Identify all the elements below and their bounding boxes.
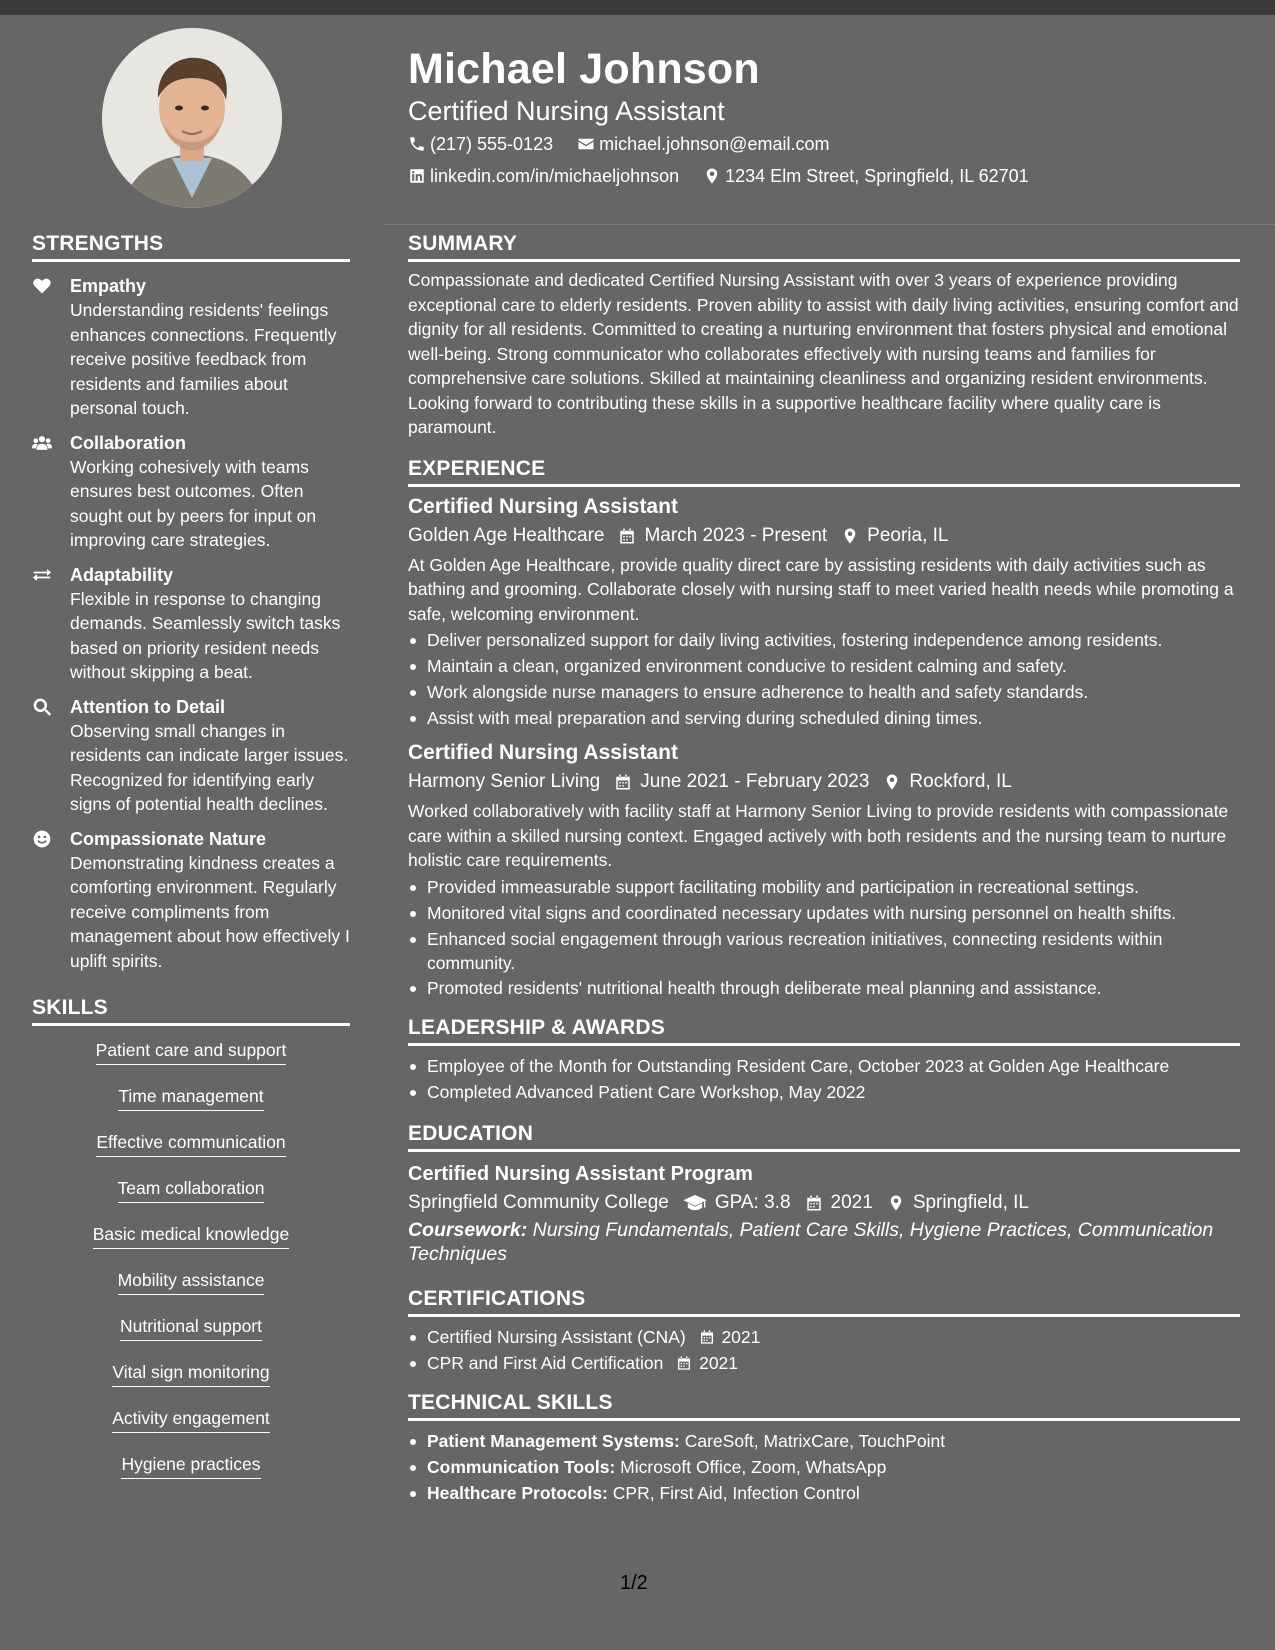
graduation-cap-icon [683, 1194, 707, 1212]
search-icon [32, 695, 70, 817]
calendar-icon [691, 1327, 717, 1347]
strength-title: Collaboration [70, 432, 186, 453]
map-marker-icon [841, 527, 859, 545]
job-entry [408, 739, 1240, 1001]
job-meta [408, 521, 1240, 551]
calendar-icon [618, 527, 636, 545]
certification-name: Certified Nursing Assistant (CNA) [427, 1326, 686, 1347]
skill-item: Hygiene practices [121, 1452, 260, 1479]
phone-contact[interactable] [408, 129, 553, 159]
linkedin-text: linkedin.com/in/michaeljohnson [430, 166, 680, 186]
summary-heading: SUMMARY [408, 231, 1240, 262]
education-gpa: GPA: 3.8 [714, 1191, 791, 1213]
strength-item [32, 274, 352, 421]
users-icon [32, 431, 70, 553]
strength-desc: Demonstrating kindness creates a comforting environment. Regularly receive compliments from management about how effectively I uplift spirits. [70, 852, 350, 971]
list-item: Assist with meal preparation and serving during scheduled dining times. [408, 706, 1240, 731]
map-marker-icon [883, 773, 901, 791]
strength-desc: Observing small changes in residents can indicate larger issues. Recognized for identifying early signs of potential health declines. [70, 720, 349, 814]
list-item [408, 1429, 1240, 1454]
strength-item [32, 695, 352, 817]
job-dates: June 2021 - February 2023 [640, 771, 870, 792]
skill-item: Time management [118, 1084, 263, 1111]
tech-value: Microsoft Office, Zoom, WhatsApp [620, 1456, 887, 1477]
phone-icon [408, 135, 426, 153]
map-marker-icon [703, 167, 721, 185]
coursework-text: Nursing Fundamentals, Patient Care Skills, Hygiene Practices, Communication Techniques [408, 1218, 1214, 1265]
list-item [408, 1455, 1240, 1480]
contact-row [408, 161, 1240, 191]
technical-skills-list [408, 1429, 1240, 1506]
address-text: 1234 Elm Street, Springfield, IL 62701 [725, 166, 1029, 186]
strength-desc: Working cohesively with teams ensures best outcomes. Often sought out by peers for input on improving care strategies. [70, 456, 317, 550]
experience-heading: EXPERIENCE [408, 456, 1240, 487]
skill-item: Mobility assistance [118, 1268, 265, 1295]
coursework-label: Coursework: [408, 1218, 528, 1241]
education-location: Springfield, IL [912, 1191, 1029, 1213]
skills-heading: SKILLS [32, 995, 350, 1026]
job-company: Golden Age Healthcare [408, 524, 605, 546]
job-location: Peoria, IL [867, 524, 949, 546]
tech-label: Healthcare Protocols: [427, 1482, 608, 1503]
skill-item: Effective communication [96, 1130, 285, 1157]
education-school: Springfield Community College [408, 1191, 669, 1213]
tech-value: CPR, First Aid, Infection Control [612, 1482, 860, 1503]
phone-text: (217) 555-0123 [430, 134, 554, 154]
education-heading: EDUCATION [408, 1121, 1240, 1152]
strength-item [32, 563, 352, 685]
certification-name: CPR and First Aid Certification [427, 1352, 664, 1373]
strength-title: Adaptability [70, 564, 174, 585]
email-text: michael.johnson@email.com [599, 134, 830, 154]
list-item [408, 1325, 1240, 1350]
strength-title: Empathy [70, 276, 147, 296]
job-bullets [408, 628, 1240, 731]
strength-title: Attention to Detail [70, 696, 225, 717]
list-item: Promoted residents' nutritional health through deliberate meal planning and assistance. [408, 976, 1240, 1001]
certification-year: 2021 [721, 1326, 761, 1347]
education-entry [408, 1160, 1240, 1266]
tech-label: Patient Management Systems: [427, 1430, 680, 1451]
skill-item: Activity engagement [112, 1406, 270, 1433]
calendar-icon [668, 1353, 694, 1373]
leadership-heading: LEADERSHIP & AWARDS [408, 1015, 1240, 1046]
exchange-icon [32, 563, 70, 685]
list-item: Monitored vital signs and coordinated necessary updates with nursing personnel on health shifts. [408, 901, 1240, 926]
list-item [408, 1351, 1240, 1376]
linkedin-icon [408, 167, 426, 185]
skill-item: Patient care and support [96, 1038, 287, 1065]
leadership-list [408, 1054, 1240, 1105]
tech-label: Communication Tools: [427, 1456, 616, 1477]
main-content [408, 15, 1240, 1503]
page-number: 1/2 [620, 1572, 648, 1594]
candidate-name: Michael Johnson [408, 45, 760, 93]
avatar [102, 28, 282, 208]
list-item: Deliver personalized support for daily living activities, fostering independence among residents. [408, 628, 1240, 653]
skill-item: Team collaboration [118, 1176, 265, 1203]
strengths-heading: STRENGTHS [32, 231, 350, 262]
calendar-icon [614, 773, 632, 791]
list-item: Completed Advanced Patient Care Workshop, May 2022 [408, 1080, 1240, 1105]
skill-item: Nutritional support [120, 1314, 262, 1341]
top-bar [0, 0, 1275, 15]
certifications-heading: CERTIFICATIONS [408, 1286, 1240, 1317]
strength-item [32, 827, 352, 974]
heart-icon [32, 274, 70, 421]
list-item: Enhanced social engagement through various recreation initiatives, connecting residents within community. [408, 927, 1240, 975]
strength-desc: Understanding residents' feelings enhances connections. Frequently receive positive feedback from residents and families about personal touch. [70, 300, 337, 418]
certification-year: 2021 [699, 1352, 739, 1373]
header-divider [383, 224, 1275, 225]
education-meta [408, 1188, 1240, 1218]
linkedin-contact[interactable] [408, 161, 679, 191]
job-meta [408, 767, 1240, 797]
coursework [408, 1218, 1240, 1266]
job-entry [408, 493, 1240, 732]
summary-text: Compassionate and dedicated Certified Nursing Assistant with over 3 years of experience providing exceptional care to elderly residents. Proven ability to assist with daily living activities, ensuring comfort and dignity for all residents. Committed to creating a nurturing environment that fosters physical and emotional well-being. Strong communicator who collaborates effectively with nursing teams and families for comprehensive care solutions. Skilled at maintaining cleanliness and organizing resident environments. Looking forward to contributing these skills in a supportive healthcare facility where quality care is paramount. [408, 270, 1239, 437]
list-item [408, 1481, 1240, 1506]
list-item: Employee of the Month for Outstanding Resident Care, October 2023 at Golden Age Healthcare [408, 1054, 1240, 1079]
job-title: Certified Nursing Assistant [408, 741, 678, 764]
candidate-title: Certified Nursing Assistant [408, 96, 725, 126]
job-company: Harmony Senior Living [408, 771, 601, 792]
strength-title: Compassionate Nature [70, 828, 267, 849]
smile-icon [32, 827, 70, 974]
job-dates: March 2023 - Present [644, 524, 828, 546]
list-item: Work alongside nurse managers to ensure adherence to health and safety standards. [408, 680, 1240, 705]
envelope-icon [577, 135, 595, 153]
email-contact[interactable] [577, 129, 829, 159]
skill-item: Basic medical knowledge [93, 1222, 290, 1249]
skills-list [32, 1038, 350, 1498]
job-description: Worked collaboratively with facility staff at Harmony Senior Living to provide residents with compassionate care within a skilled nursing context. Engaged actively with both residents and the nursing team to nurture holistic care requirements. [408, 801, 1229, 870]
tech-value: CareSoft, MatrixCare, TouchPoint [684, 1430, 946, 1451]
education-program: Certified Nursing Assistant Program [408, 1162, 753, 1185]
job-description: At Golden Age Healthcare, provide quality direct care by assisting residents with daily activities such as bathing and grooming. Collaborate closely with nursing staff to meet varied health needs while promoting a safe, welcoming environment. [408, 554, 1234, 624]
education-year: 2021 [830, 1191, 873, 1213]
map-marker-icon [887, 1194, 905, 1212]
job-location: Rockford, IL [909, 771, 1012, 792]
technical-skills-heading: TECHNICAL SKILLS [408, 1390, 1240, 1421]
list-item: Provided immeasurable support facilitating mobility and participation in recreational settings. [408, 875, 1240, 900]
list-item: Maintain a clean, organized environment conducive to resident calming and safety. [408, 654, 1240, 679]
job-bullets [408, 875, 1240, 1001]
strength-item [32, 431, 352, 553]
job-title: Certified Nursing Assistant [408, 494, 678, 518]
strength-desc: Flexible in response to changing demands. Seamlessly switch tasks based on priority resident needs without skipping a beat. [70, 588, 341, 682]
calendar-icon [805, 1194, 823, 1212]
address-contact [703, 161, 1029, 191]
skill-item: Vital sign monitoring [112, 1360, 269, 1387]
certifications-list [408, 1325, 1240, 1376]
contact-row [408, 129, 1240, 159]
